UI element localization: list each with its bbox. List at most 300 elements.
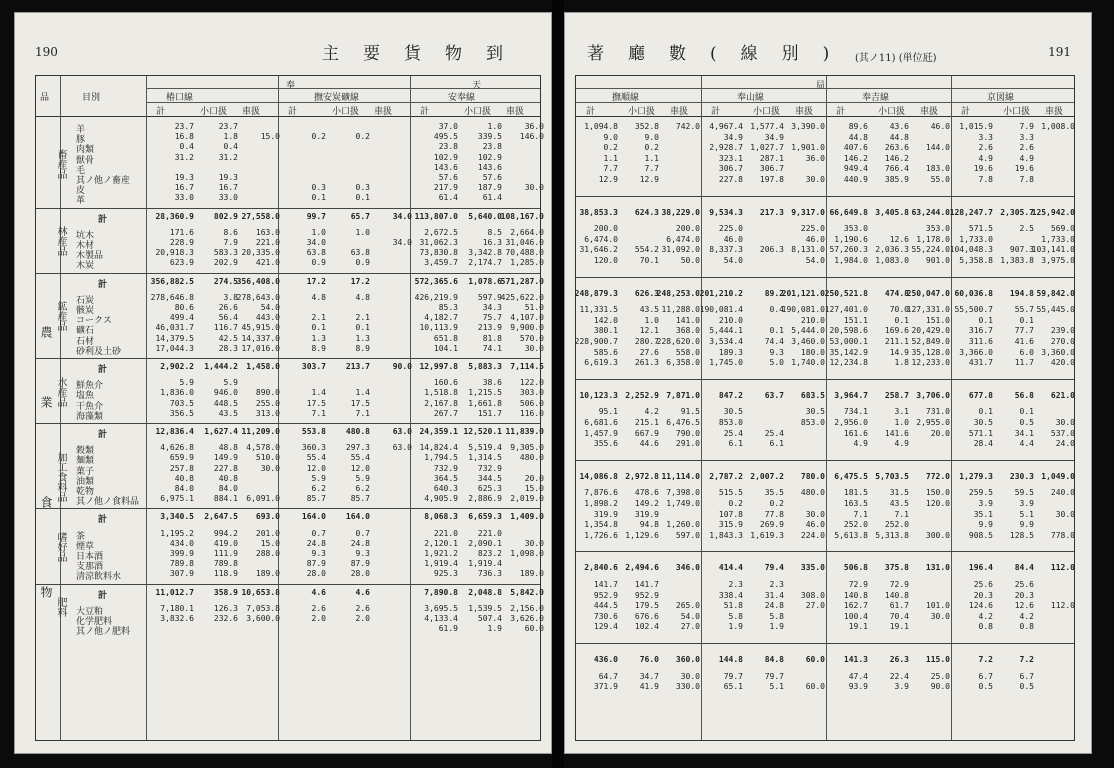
cell-value: 2,902.2 — [160, 362, 194, 371]
cell-value: 515.5 — [718, 488, 743, 498]
cell-value: 3.9 — [978, 499, 993, 508]
cell-value: 436.0 — [593, 655, 618, 664]
header-item: 品 — [40, 93, 50, 103]
cell-value: 558.0 — [675, 347, 700, 357]
cell-value: 1,409.0 — [510, 512, 544, 522]
cell-value: 571.1 — [968, 428, 993, 438]
cell-value: 111.9 — [213, 549, 238, 558]
cell-value: 8,337.3 — [709, 245, 743, 255]
cell-value: 19.1 — [889, 622, 909, 632]
cell-value: 221.0 — [477, 528, 502, 538]
column-header: 車扱 — [670, 107, 689, 117]
cell-value: 2,019.0 — [510, 494, 544, 504]
cell-value: 12,997.8 — [419, 362, 458, 371]
cell-value: 221.0 — [255, 238, 280, 247]
cell-value: 169.6 — [884, 326, 909, 336]
cell-value: 420.0 — [1050, 358, 1075, 368]
cell-value: 189.0 — [519, 569, 544, 579]
cell-value: 52,849.0 — [911, 337, 950, 346]
cell-value: 63.0 — [392, 427, 412, 436]
cell-value: 1,015.9 — [959, 122, 993, 131]
cell-value: 2.6 — [355, 603, 370, 613]
group-separator — [576, 643, 1074, 644]
cell-value: 194.8 — [1009, 288, 1034, 298]
cell-value: 38,229.0 — [661, 207, 700, 217]
cell-value: 2,840.6 — [584, 563, 618, 573]
cell-value: 12.0 — [306, 463, 326, 473]
cell-value: 57.6 — [438, 173, 458, 182]
cell-value: 28.0 — [306, 569, 326, 579]
cell-value: 9,317.0 — [791, 207, 825, 217]
cell-value: 61.9 — [438, 624, 458, 634]
cell-value: 161.6 — [843, 428, 868, 438]
cell-value: 225.0 — [718, 224, 743, 234]
cell-value: 1,794.5 — [424, 453, 458, 463]
cell-value: 43.5 — [889, 499, 909, 508]
cell-value: 23.7 — [218, 122, 238, 131]
cell-value: 0.8 — [978, 622, 993, 632]
cell-value: 56.4 — [218, 313, 238, 323]
cell-value: 33.0 — [218, 193, 238, 203]
category-label: 鉱産品 — [55, 301, 66, 332]
cell-value: 3,360.0 — [1041, 347, 1075, 357]
cell-value: 278,646.8 — [150, 292, 194, 302]
cell-value: 623.9 — [169, 258, 194, 268]
cell-value: 14.9 — [889, 347, 909, 357]
cell-value: 160.6 — [433, 378, 458, 388]
cell-value: 3,695.5 — [424, 603, 458, 613]
cell-value: 0.4 — [223, 142, 238, 152]
cell-value: 35,128.0 — [911, 347, 950, 357]
cell-value: 355.6 — [593, 439, 618, 449]
cell-value: 72.9 — [889, 580, 909, 589]
cell-value: 4.8 — [355, 292, 370, 302]
cell-value: 2,174.7 — [468, 258, 502, 268]
cell-value: 952.9 — [593, 590, 618, 600]
cell-value: 9.3 — [311, 549, 326, 558]
cell-value: 0.9 — [355, 258, 370, 268]
cell-value: 368.0 — [675, 326, 700, 336]
cell-value: 5.9 — [223, 378, 238, 388]
cell-value: 151.1 — [843, 315, 868, 325]
cell-value: 30.0 — [805, 509, 825, 519]
cell-value: 42.5 — [218, 333, 238, 343]
cell-value: 252.0 — [843, 520, 868, 530]
cell-value: 31.4 — [764, 590, 784, 600]
cell-value: 190,081.4 — [699, 305, 743, 315]
cell-value: 651.8 — [433, 333, 458, 343]
cell-value: 789.8 — [169, 559, 194, 569]
cell-value: 93.9 — [848, 682, 868, 692]
cell-value: 1,098.0 — [510, 549, 544, 558]
cell-value: 11,288.0 — [661, 305, 700, 315]
cell-value: 141.7 — [634, 580, 659, 589]
cell-value: 94.8 — [639, 520, 659, 530]
cell-value: 319.9 — [593, 509, 618, 519]
cell-value: 38.6 — [482, 378, 502, 388]
cell-value: 12.1 — [639, 326, 659, 336]
cell-value: 196.4 — [968, 563, 993, 573]
row-label: 大豆粕 — [76, 606, 104, 617]
cell-value: 87.9 — [350, 559, 370, 569]
group-separator — [576, 196, 1074, 197]
cell-value: 2,120.1 — [424, 538, 458, 548]
cell-value: 26.6 — [218, 303, 238, 312]
cell-value: 1.8 — [894, 358, 909, 368]
cell-value: 230.3 — [1009, 471, 1034, 481]
cell-value: 12,520.1 — [463, 427, 502, 436]
cell-value: 8,068.3 — [424, 512, 458, 522]
cell-value: 5.1 — [769, 682, 784, 692]
cell-value: 79.7 — [723, 671, 743, 681]
cell-value: 34.0 — [392, 211, 412, 221]
cell-value: 34.0 — [306, 238, 326, 247]
cell-value: 554.2 — [634, 245, 659, 255]
column-header: 計 — [420, 107, 430, 117]
cell-value: 1,008.0 — [1041, 122, 1075, 131]
cell-value: 330.0 — [675, 682, 700, 692]
cell-value: 703.5 — [169, 398, 194, 408]
cell-value: 5.8 — [728, 611, 743, 621]
cell-value: 300.0 — [925, 530, 950, 540]
cell-value: 151.7 — [477, 408, 502, 418]
cell-value: 224.0 — [800, 530, 825, 540]
cell-value: 5.8 — [769, 611, 784, 621]
cell-value: 11,209.0 — [241, 427, 280, 436]
cell-value: 2.3 — [769, 580, 784, 589]
cell-value: 267.7 — [433, 408, 458, 418]
cell-value: 0.9 — [311, 258, 326, 268]
cell-value: 239.0 — [1050, 326, 1075, 336]
cell-value: 280.7 — [634, 337, 659, 346]
unit-label — [855, 49, 937, 64]
cell-value: 14,086.8 — [579, 471, 618, 481]
cell-value: 31,646.2 — [579, 245, 618, 255]
cell-value: 1.3 — [311, 333, 326, 343]
group-separator — [36, 508, 540, 509]
cell-value: 38,853.3 — [579, 207, 618, 217]
row-label: 坑木 — [76, 230, 95, 241]
cell-value: 1,539.5 — [468, 603, 502, 613]
cell-value: 211.1 — [884, 337, 909, 346]
cell-value: 7,114.5 — [510, 362, 544, 371]
cell-value: 1,984.0 — [834, 256, 868, 265]
cell-value: 506.0 — [519, 398, 544, 408]
cell-value: 34.0 — [392, 238, 412, 247]
cell-value: 2,167.8 — [424, 398, 458, 408]
cell-value: 0.2 — [603, 143, 618, 153]
cell-value: 144.0 — [925, 143, 950, 153]
cell-value: 183.0 — [925, 164, 950, 174]
cell-value: 537.0 — [1050, 428, 1075, 438]
cell-value: 1,726.6 — [584, 530, 618, 540]
cell-value: 1.0 — [487, 122, 502, 131]
cell-value: 61.4 — [482, 193, 502, 203]
cell-value: 259.5 — [968, 488, 993, 498]
cell-value: 790.0 — [675, 428, 700, 438]
cell-value: 1.1 — [603, 153, 618, 163]
cell-value: 34.1 — [1014, 428, 1034, 438]
cell-value: 89.6 — [848, 122, 868, 131]
cell-value: 0.1 — [1019, 315, 1034, 325]
cell-value: 79.7 — [764, 671, 784, 681]
column-header: 車扱 — [242, 107, 261, 117]
cell-value: 74.4 — [764, 337, 784, 346]
cell-value: 306.7 — [759, 164, 784, 174]
cell-value: 444.5 — [593, 601, 618, 611]
cell-value: 949.4 — [843, 164, 868, 174]
title-suffix: (其ノ11) — [855, 53, 896, 64]
cell-value: 288.0 — [255, 549, 280, 558]
cell-value: 2,956.0 — [834, 418, 868, 427]
cell-value: 107.8 — [718, 509, 743, 519]
cell-value: 20.0 — [524, 473, 544, 483]
cell-value: 901.0 — [925, 256, 950, 265]
column-header: 計 — [836, 107, 846, 117]
column-header: 計 — [156, 107, 166, 117]
cell-value: 360.3 — [301, 443, 326, 453]
category-label: 林産品 — [55, 226, 66, 257]
cell-value: 112.0 — [1050, 563, 1075, 573]
cell-value: 742.0 — [675, 122, 700, 131]
cell-value: 316.7 — [968, 326, 993, 336]
cell-value: 7.7 — [644, 164, 659, 174]
cell-value: 77.7 — [1014, 326, 1034, 336]
cell-value: 8,131.0 — [791, 245, 825, 255]
row-label: 化学肥料 — [76, 617, 113, 627]
column-group-header: 京図線 — [987, 93, 1015, 103]
row-label: 干魚介 — [76, 401, 104, 412]
cell-value: 443.0 — [255, 313, 280, 323]
cell-value: 5,640.0 — [468, 211, 502, 221]
cell-value: 85.3 — [438, 303, 458, 312]
cell-value: 8.9 — [311, 343, 326, 353]
cell-value: 250,047.0 — [906, 288, 950, 298]
cell-value: 7,180.1 — [160, 603, 194, 613]
group-separator — [36, 273, 540, 274]
cell-value: 30.0 — [930, 611, 950, 621]
cell-value: 0.2 — [644, 143, 659, 153]
cell-value: 20.0 — [930, 428, 950, 438]
cell-value: 5,358.8 — [959, 256, 993, 265]
cell-value: 23.7 — [174, 122, 194, 131]
cell-value: 3,600.0 — [246, 614, 280, 623]
cell-value: 103,141.0 — [1031, 245, 1075, 255]
cell-value: 1,843.3 — [709, 530, 743, 540]
cell-value: 11,331.5 — [579, 305, 618, 315]
cell-value: 12,234.8 — [829, 358, 868, 368]
cell-value: 16.7 — [174, 183, 194, 193]
cell-value: 128.5 — [1009, 530, 1034, 540]
cell-value: 118.9 — [213, 569, 238, 579]
cell-value: 17.2 — [306, 276, 326, 286]
cell-value: 1,919.4 — [424, 559, 458, 569]
cell-value: 2,156.0 — [510, 603, 544, 613]
row-label: 煙草 — [76, 541, 95, 552]
cell-value: 17.2 — [350, 276, 370, 286]
cell-value: 676.6 — [634, 611, 659, 621]
cell-value: 659.9 — [169, 453, 194, 463]
cell-value: 3.9 — [1019, 499, 1034, 508]
cell-value: 46.0 — [805, 234, 825, 244]
cell-value: 84.8 — [764, 655, 784, 664]
cell-value: 3.9 — [894, 682, 909, 692]
cell-value: 4,133.4 — [424, 614, 458, 623]
cell-value: 7.2 — [978, 655, 993, 664]
cell-value: 12.9 — [639, 175, 659, 184]
cell-value: 122.0 — [519, 378, 544, 388]
cell-value: 48.8 — [218, 443, 238, 453]
cell-value: 4.9 — [853, 439, 868, 449]
cell-value: 206.3 — [759, 245, 784, 255]
cell-value: 102.9 — [477, 152, 502, 162]
column-header: 小口扱 — [753, 107, 781, 117]
row-label: 獣骨 — [76, 155, 95, 166]
side-label: 農 — [39, 326, 53, 338]
column-group-header: 奉山線 — [737, 93, 765, 103]
cell-value: 20,918.3 — [155, 248, 194, 258]
cell-value: 25.6 — [1014, 580, 1034, 589]
cell-value: 507.4 — [477, 614, 502, 623]
row-label: 羊 — [76, 125, 86, 135]
cell-value: 732.9 — [433, 463, 458, 473]
cell-value: 64.7 — [598, 671, 618, 681]
cell-value: 2.1 — [355, 313, 370, 323]
row-label: 計 — [98, 430, 108, 440]
cell-value: 335.0 — [800, 563, 825, 573]
cell-value: 180.0 — [800, 347, 825, 357]
cell-value: 3,626.0 — [510, 614, 544, 623]
cell-value: 407.6 — [843, 143, 868, 153]
column-group-header: 撫順線 — [612, 93, 640, 103]
cell-value: 201,121.0 — [781, 288, 825, 298]
cell-value: 802.9 — [213, 211, 238, 221]
cell-value: 356.5 — [169, 408, 194, 418]
cell-value: 303.0 — [519, 388, 544, 398]
cell-value: 352.8 — [634, 122, 659, 131]
row-label: 油類 — [76, 476, 95, 487]
page-number: 190 — [35, 45, 58, 59]
cell-value: 291.0 — [675, 439, 700, 449]
column-header: 小口扱 — [628, 107, 656, 117]
category-label: 加工食料品 — [55, 451, 66, 502]
cell-value: 73,830.8 — [419, 248, 458, 258]
page-title-main: 著廳數(線別) — [587, 44, 854, 64]
cell-value: 0.1 — [355, 323, 370, 333]
cell-value: 60,036.8 — [954, 288, 993, 298]
cell-value: 1,049.0 — [1041, 471, 1075, 481]
cell-value: 884.1 — [213, 494, 238, 504]
cell-value: 2.6 — [978, 143, 993, 153]
cell-value: 23.8 — [482, 142, 502, 152]
cell-value: 3.1 — [894, 407, 909, 417]
cell-value: 3.3 — [978, 132, 993, 142]
cell-value: 17,016.0 — [241, 343, 280, 353]
group-separator — [36, 584, 540, 585]
cell-value: 7,871.0 — [666, 390, 700, 400]
cell-value: 30.5 — [973, 418, 993, 427]
book-gutter — [552, 0, 564, 768]
cell-value: 269.9 — [759, 520, 784, 530]
cell-value: 200.0 — [593, 224, 618, 234]
cell-value: 338.4 — [718, 590, 743, 600]
cell-value: 30.0 — [805, 175, 825, 184]
group-separator — [576, 277, 1074, 278]
cell-value: 126.3 — [213, 603, 238, 613]
cell-value: 1,083.0 — [875, 256, 909, 265]
cell-value: 171.6 — [169, 227, 194, 237]
cell-value: 4.6 — [355, 587, 370, 597]
cell-value: 7.2 — [1019, 655, 1034, 664]
cell-value: 227.8 — [213, 463, 238, 473]
cell-value: 2,972.8 — [625, 471, 659, 481]
cell-value: 65.1 — [723, 682, 743, 692]
cell-value: 358.9 — [213, 587, 238, 597]
cell-value: 6.2 — [311, 484, 326, 493]
cell-value: 34.9 — [723, 132, 743, 142]
cell-value: 54.0 — [723, 256, 743, 265]
column-header: 計 — [961, 107, 971, 117]
row-label: 石材 — [76, 336, 95, 347]
cell-value: 5,883.3 — [468, 362, 502, 371]
cell-value: 3,340.5 — [160, 512, 194, 522]
cell-value: 47.4 — [848, 671, 868, 681]
row-label: 石炭 — [76, 295, 95, 306]
cell-value: 1.0 — [644, 315, 659, 325]
cell-value: 108,167.0 — [500, 211, 544, 221]
row-label: 穀類 — [76, 446, 95, 457]
cell-value: 41.6 — [1014, 337, 1034, 346]
cell-value: 311.6 — [968, 337, 993, 346]
cell-value: 274.5 — [213, 276, 238, 286]
cell-value: 3,534.4 — [709, 337, 743, 346]
cell-value: 54.0 — [260, 303, 280, 312]
cell-value: 51.8 — [723, 601, 743, 611]
cell-value: 572,365.6 — [414, 276, 458, 286]
cell-value: 6,476.5 — [666, 418, 700, 427]
cell-value: 79.4 — [764, 563, 784, 573]
cell-value: 789.8 — [213, 559, 238, 569]
cell-value: 263.6 — [884, 143, 909, 153]
cell-value: 1,745.0 — [709, 358, 743, 368]
cell-value: 6.7 — [1019, 671, 1034, 681]
cell-value: 6,091.0 — [246, 494, 280, 504]
page-number: 191 — [1048, 45, 1071, 59]
column-header: 小口扱 — [464, 107, 492, 117]
column-header: 計 — [711, 107, 721, 117]
cell-value: 1,749.0 — [666, 499, 700, 508]
cell-value: 356,408.0 — [236, 276, 280, 286]
cell-value: 221.0 — [433, 528, 458, 538]
cell-value: 12,233.0 — [911, 358, 950, 368]
cell-value: 31.2 — [174, 152, 194, 162]
column-header: 車扱 — [374, 107, 393, 117]
cell-value: 6.1 — [728, 439, 743, 449]
cell-value: 270.0 — [1050, 337, 1075, 346]
cell-value: 7.9 — [223, 238, 238, 247]
cell-value: 1,094.8 — [584, 122, 618, 131]
cell-value: 677.8 — [968, 390, 993, 400]
cell-value: 1,740.0 — [791, 358, 825, 368]
cell-value: 7,890.8 — [424, 587, 458, 597]
cell-value: 6,681.6 — [584, 418, 618, 427]
cell-value: 640.3 — [433, 484, 458, 493]
cell-value: 2,955.0 — [916, 418, 950, 427]
cell-value: 187.9 — [477, 183, 502, 193]
cell-value: 278,643.0 — [236, 292, 280, 302]
cell-value: 151.0 — [925, 315, 950, 325]
row-label: 豚 — [76, 135, 86, 146]
